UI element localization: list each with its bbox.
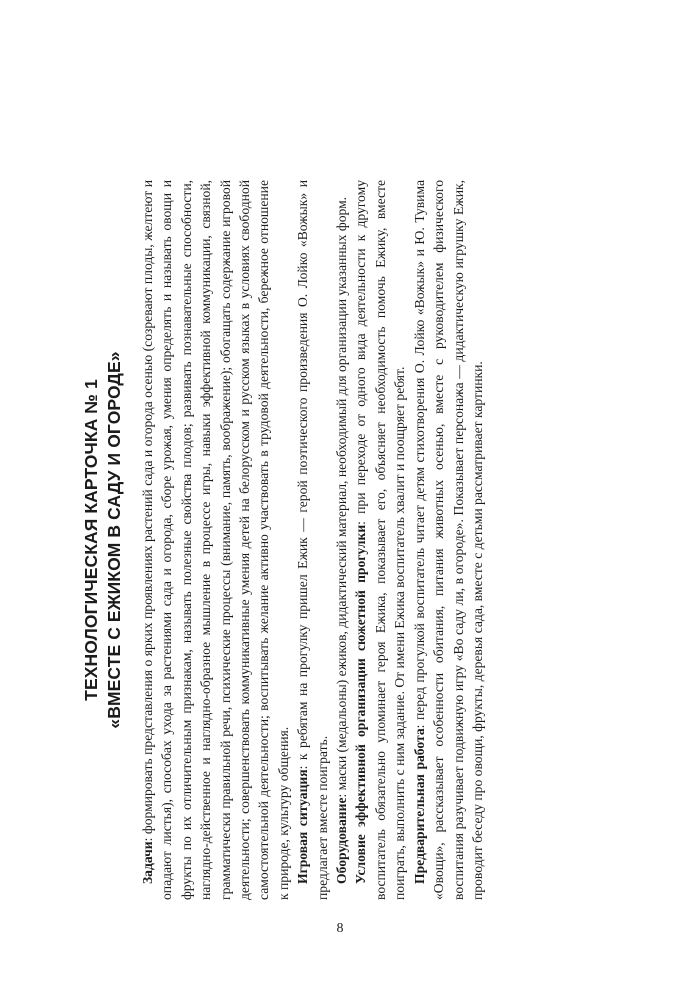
paragraph-game-situation [293, 180, 332, 900]
page-title [80, 180, 126, 900]
title-line-2: «ВМЕСТЕ С ЕЖИКОМ В САДУ И ОГОРОДЕ» [104, 351, 124, 729]
equipment-label: Оборудование [334, 797, 350, 884]
condition-label: Условие эффективной организации сюжетной прогулки [353, 524, 369, 884]
preliminary-text: : перед прогулкой воспитатель читает детям стихотворения О. Лойко «Вожык» и Ю. Тувима «Овощи», рассказывает особенности обитания, питания животных осенью, вместе с руководителем физического воспитания разучивает подвижную игру «Во саду ли, в огороде». Показывает персонажа — дидактическую игрушку Ежик, проводит беседу про овощи, фрукты, деревья сада, вместе с детьми рассматривает картинки. [411, 180, 485, 900]
page-number: 8 [336, 921, 344, 936]
title-line-1: ТЕХНОЛОГИЧЕСКАЯ КАРТОЧКА № 1 [81, 379, 101, 701]
equipment-text: : маски (медальоны) ежиков, дидактический материал, необходимый для организации указанных форм. [334, 196, 350, 798]
rotated-content [80, 180, 580, 900]
tasks-label: Задачи [140, 841, 155, 884]
preliminary-label: Предварительная работа [411, 728, 427, 884]
paragraph-condition [351, 180, 409, 900]
body-text [138, 180, 487, 900]
tasks-text: : формировать представления о ярких проявлениях растений сада и огорода осенью (созревают плоды, желтеют и опадают листья), способах ухода за растениями сада и огорода, сборе урожая, умения определять и называть овощи и фрукты по их отличительным признакам, называть полезные свойства плодов; развивать познавательные способности, наглядно-действенное и наглядно-образное мышление в процессе игры, навыки эффективной коммуникации, связной, грамматически правильной речи, психические процессы (внимание, память, воображение); обогащать содержание игровой деятельности; совершенствовать коммуникативные умения детей на белорусском и русском языках в условиях свободной самостоятельной деятельности; воспитывать желание активно участвовать в трудовой деятельности, бережное отношение к природе, культуру общения. [140, 180, 291, 900]
condition-text: : при переходе от одного вида деятельности к другому воспитатель обязательно упоминает героя Ежика, показывает его, объясняет необходимость помочь Ежику, вместе поиграть, выполнить с ним задание. От имени Ежика воспитатель хвалит и поощряет ребят. [353, 180, 408, 900]
game-situation-text: : к ребятам на прогулку пришел Ежик — герой поэтического произведения О. Лойко «Вожык» и предлагает вместе поиграть. [295, 180, 330, 900]
game-situation-label: Игровая ситуация [295, 769, 311, 884]
paragraph-tasks [138, 180, 293, 900]
paragraph-equipment [332, 180, 351, 900]
paragraph-preliminary [410, 180, 488, 900]
